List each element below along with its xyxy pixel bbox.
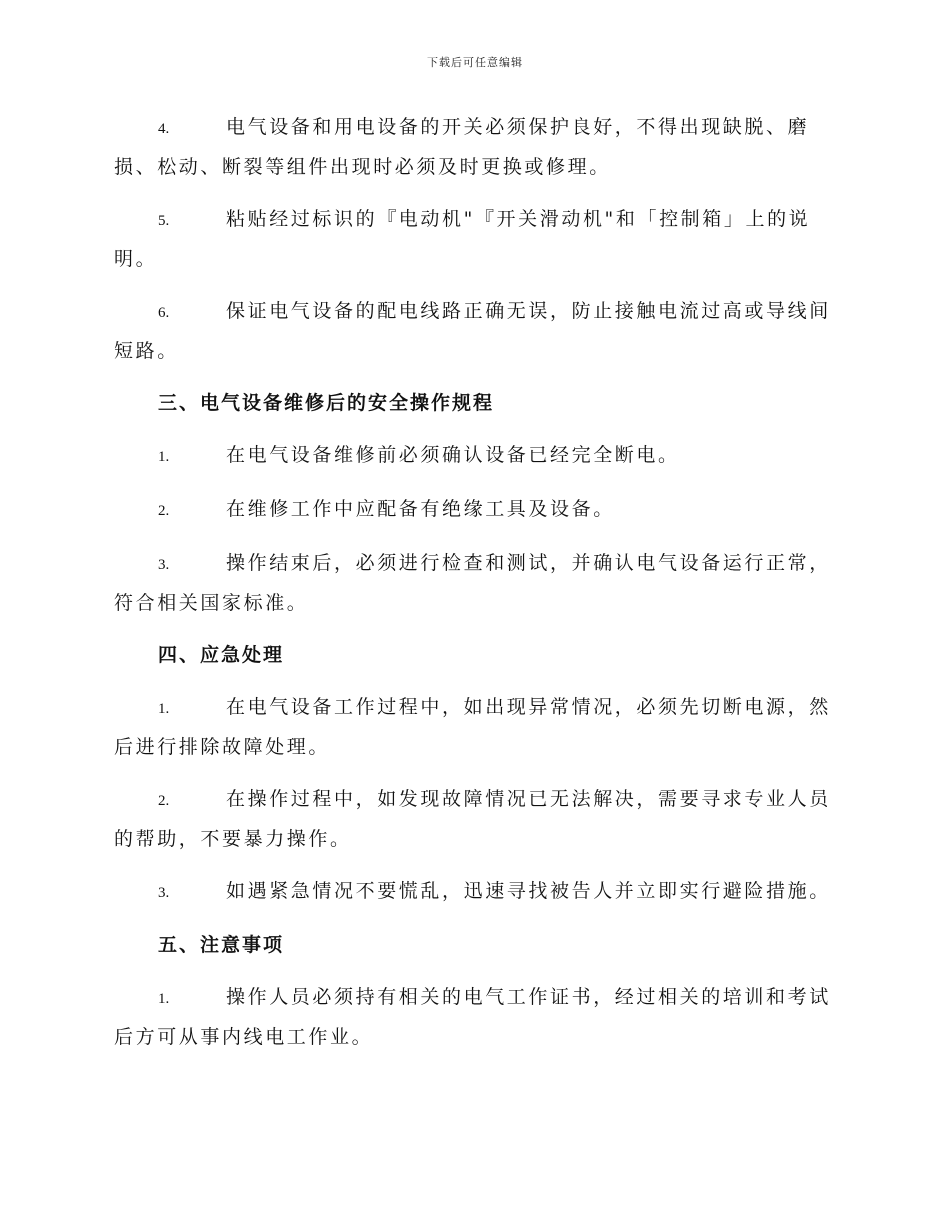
item-number: 6. xyxy=(158,305,170,321)
item-number: 5. xyxy=(158,213,170,229)
section-heading: 五、注意事项 xyxy=(158,934,285,956)
item-number: 1. xyxy=(158,991,170,1007)
item-number: 4. xyxy=(158,121,170,137)
item-text: 操作结束后，必须进行检查和测试，并确认电气设备运行正常，符合相关国家标准。 xyxy=(114,552,831,614)
item-text: 操作人员必须持有相关的电气工作证书，经过相关的培训和考试后方可从事内线电工作业。 xyxy=(114,986,831,1048)
list-item xyxy=(114,780,834,858)
list-item xyxy=(114,544,834,622)
item-number: 3. xyxy=(158,557,170,573)
list-item xyxy=(114,688,834,766)
list-item xyxy=(114,978,834,1056)
section-heading: 四、应急处理 xyxy=(158,644,285,666)
item-text: 粘贴经过标识的『电动机"『开关滑动机"和「控制箱」上的说明。 xyxy=(114,208,811,270)
item-text: 在操作过程中，如发现故障情况已无法解决，需要寻求专业人员的帮助，不要暴力操作。 xyxy=(114,788,831,850)
item-number: 1. xyxy=(158,701,170,717)
list-item xyxy=(114,292,834,370)
item-text: 在维修工作中应配备有绝缘工具及设备。 xyxy=(226,498,615,520)
section-heading: 三、电气设备维修后的安全操作规程 xyxy=(158,392,495,414)
item-text: 如遇紧急情况不要慌乱，迅速寻找被告人并立即实行避险措施。 xyxy=(226,880,831,902)
item-number: 2. xyxy=(158,793,170,809)
item-number: 2. xyxy=(158,503,170,519)
item-number: 1. xyxy=(158,449,170,465)
item-text: 电气设备和用电设备的开关必须保护良好，不得出现缺脱、磨损、松动、断裂等组件出现时必须及时更换或修理。 xyxy=(114,116,810,178)
document-body xyxy=(114,108,834,1070)
item-text: 在电气设备维修前必须确认设备已经完全断电。 xyxy=(226,444,680,466)
list-item xyxy=(114,108,834,186)
list-item xyxy=(114,490,834,530)
list-item xyxy=(114,436,834,476)
list-item xyxy=(114,872,834,912)
item-text: 保证电气设备的配电线路正确无误，防止接触电流过高或导线间短路。 xyxy=(114,300,831,362)
item-text: 在电气设备工作过程中，如出现异常情况，必须先切断电源，然后进行排除故障处理。 xyxy=(114,696,831,758)
page-header: 下载后可任意编辑 xyxy=(427,56,523,69)
item-number: 3. xyxy=(158,885,170,901)
list-item xyxy=(114,200,834,278)
